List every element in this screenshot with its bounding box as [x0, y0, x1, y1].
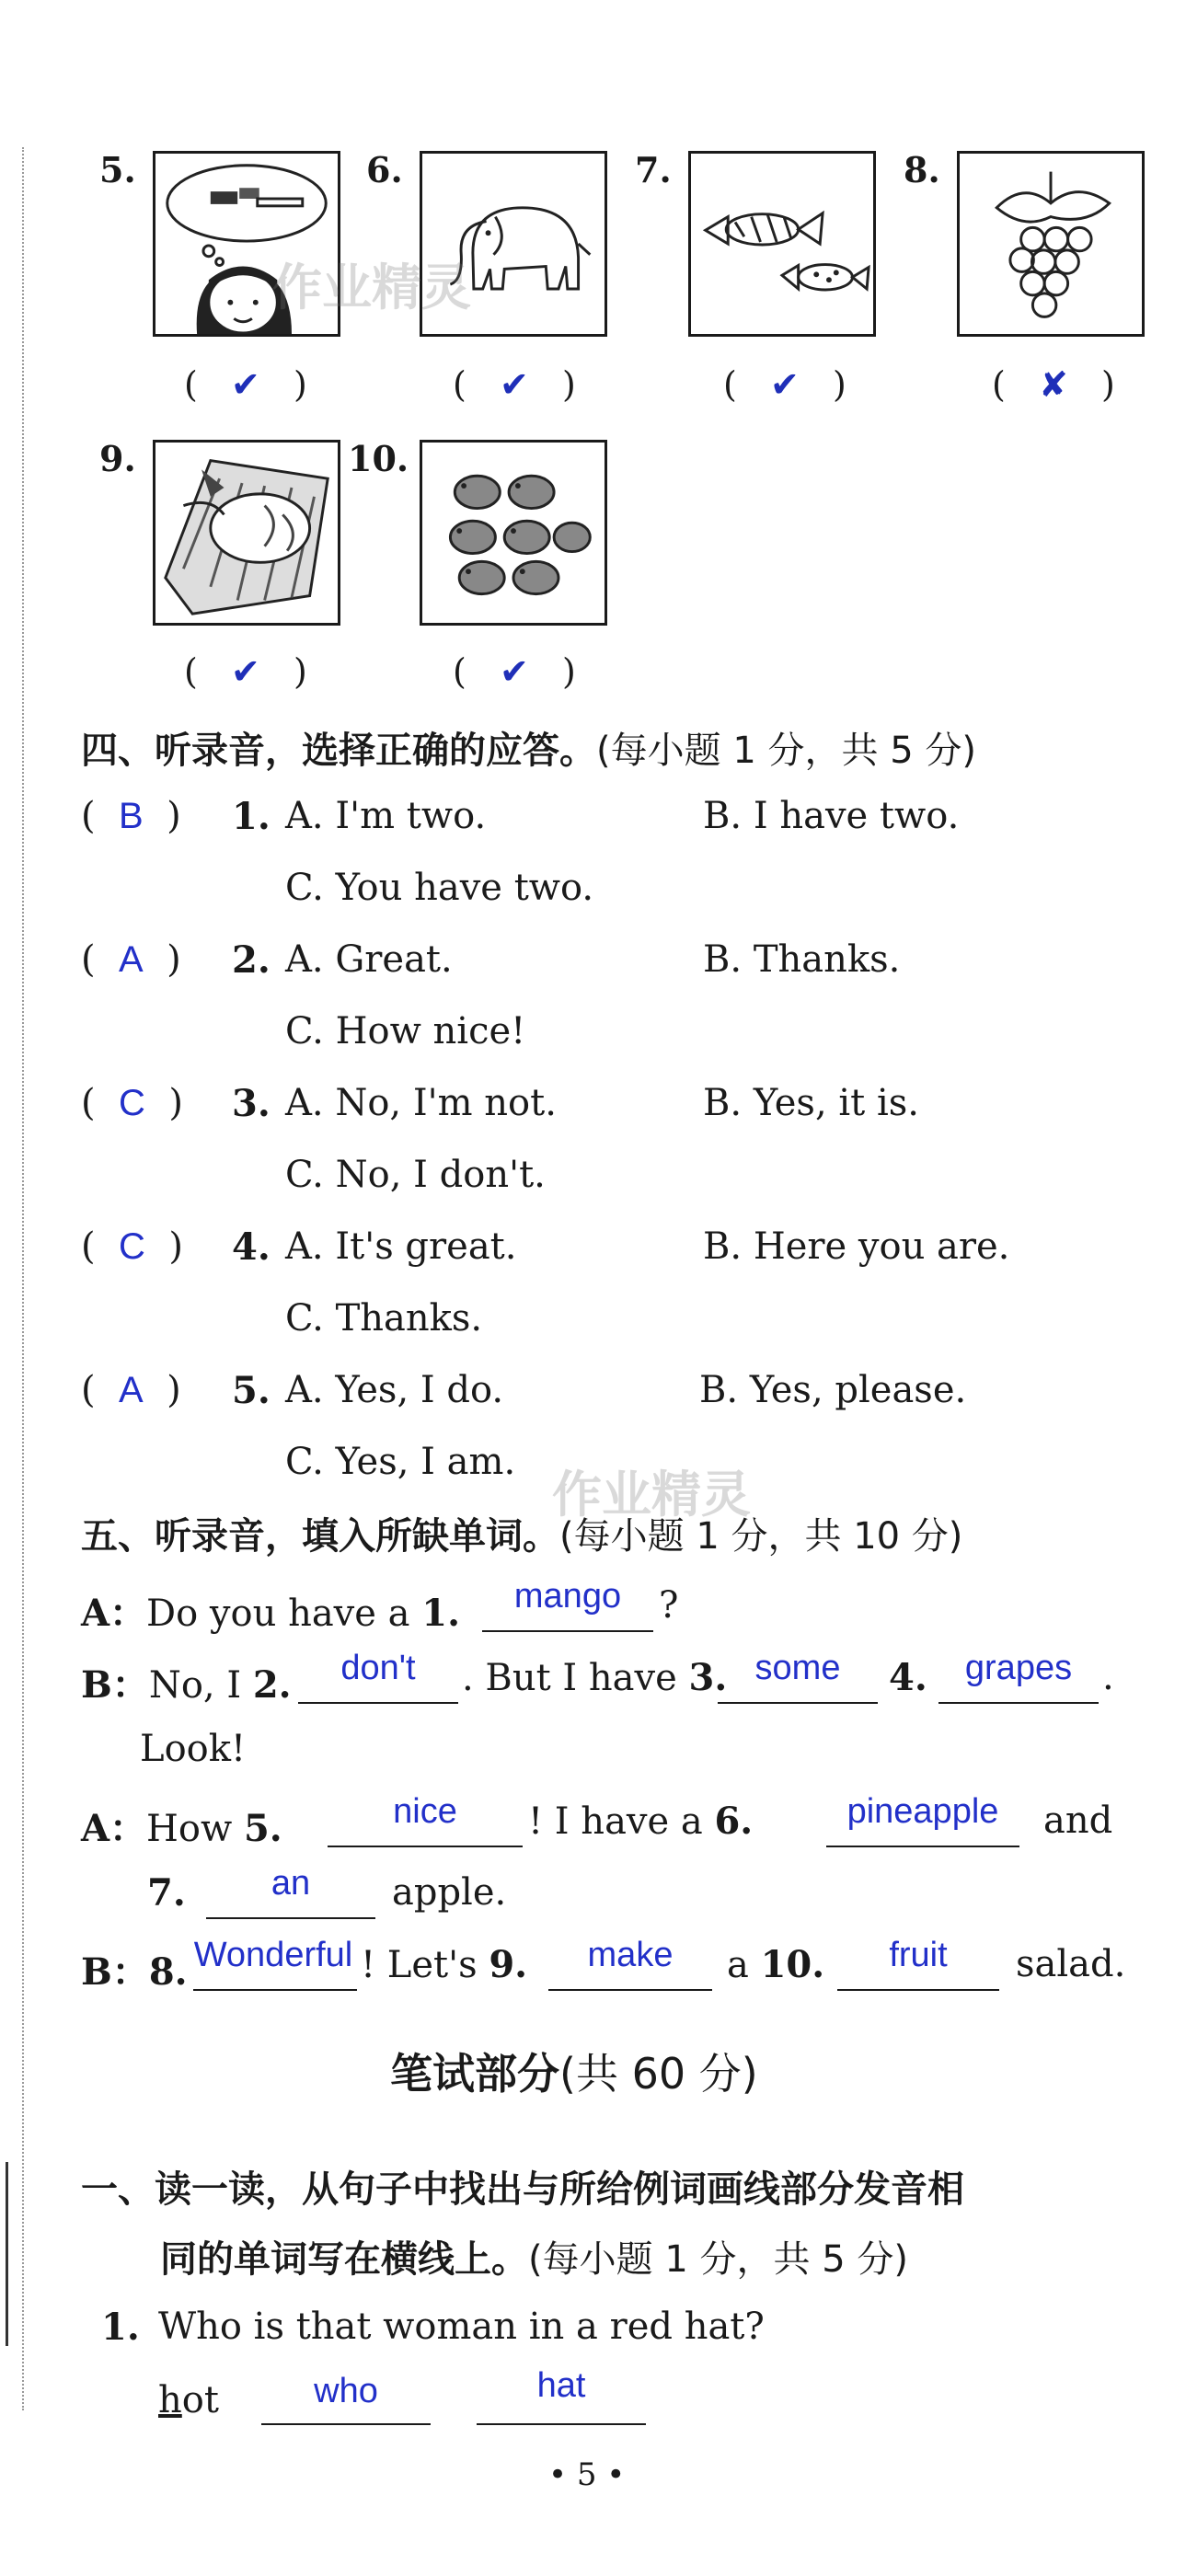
- check-mark: ✔: [499, 651, 529, 692]
- fill-answer: an: [271, 1864, 311, 1903]
- fill-answer: don't: [340, 1649, 416, 1687]
- dialogue-text: and: [1043, 1800, 1113, 1842]
- fill-answer: some: [754, 1649, 841, 1687]
- dialogue-text: Look!: [140, 1728, 247, 1770]
- section-note: (每小题 1 分，共 5 分): [596, 730, 976, 772]
- option-a: A. Yes, I do.: [285, 1369, 504, 1411]
- answer-paren: ( ✘ ): [992, 364, 1115, 405]
- cross-mark: ✘: [1038, 364, 1068, 405]
- question-text: Who is that woman in a red hat?: [158, 2306, 765, 2348]
- fill-answer: nice: [393, 1792, 457, 1831]
- blank-number: 7.: [147, 1871, 186, 1915]
- option-b: B. Here you are.: [703, 1225, 1010, 1268]
- grapes-icon: [957, 151, 1145, 337]
- blank-line: [328, 1846, 523, 1847]
- picture-number: 9.: [99, 438, 136, 479]
- option-c: C. Yes, I am.: [285, 1441, 516, 1483]
- option-a: A. I'm two.: [285, 795, 487, 837]
- choice-answer: ( C ): [81, 1225, 183, 1268]
- blank-line: [718, 1702, 878, 1704]
- blank-line: [938, 1702, 1099, 1704]
- fill-answer: who: [314, 2372, 378, 2410]
- underlined-letter: h: [158, 2379, 182, 2421]
- check-mark: ✔: [769, 364, 800, 405]
- question-heading: 一、读一读，从句子中找出与所给例词画线部分发音相: [81, 2168, 964, 2211]
- blank-line: [826, 1846, 1019, 1847]
- blank-line: [193, 1989, 357, 1991]
- section-title: 五、听录音，填入所缺单词。: [81, 1515, 559, 1558]
- cat-on-cushion-icon: [153, 440, 340, 626]
- section-heading: [81, 721, 976, 774]
- blank-line: [298, 1702, 458, 1704]
- page-number: • 5 •: [548, 2456, 626, 2493]
- check-mark: ✔: [499, 364, 529, 405]
- option-a: A. Great.: [285, 938, 453, 981]
- punctuation: ?: [659, 1584, 679, 1627]
- dialogue-line: A：How 5.: [81, 1807, 282, 1850]
- question-number: 1.: [232, 795, 271, 838]
- picture-number: 8.: [904, 149, 940, 190]
- dialogue-text: . But I have 3.: [462, 1656, 728, 1699]
- fill-answer: grapes: [964, 1649, 1073, 1687]
- fill-answer: fruit: [889, 1936, 948, 1974]
- answer-paren: ( ✔ ): [453, 364, 576, 405]
- option-c: C. No, I don't.: [285, 1154, 546, 1196]
- choice-answer: ( B ): [81, 795, 181, 837]
- fill-answer: Wonderful: [193, 1936, 353, 1974]
- fill-answer: make: [587, 1936, 674, 1974]
- question-number: 2.: [232, 938, 271, 982]
- picture-number: 10.: [348, 438, 409, 479]
- answer-paren: ( ✔ ): [184, 364, 307, 405]
- watermark-logo: 作业精灵: [272, 259, 471, 316]
- question-number: 4.: [232, 1225, 271, 1269]
- option-c: C. Thanks.: [285, 1297, 483, 1340]
- part-heading: [390, 2041, 758, 2101]
- fill-answer: mango: [513, 1577, 622, 1616]
- candy-icon: [688, 151, 876, 337]
- dialogue-line: A：Do you have a 1.: [81, 1592, 460, 1635]
- picture-number: 7.: [635, 149, 672, 190]
- choice-answer: ( A ): [81, 1369, 181, 1411]
- blank-line: [837, 1989, 999, 1991]
- blank-line: [261, 2423, 431, 2425]
- blank-number: 4.: [889, 1656, 927, 1699]
- blank-line: [206, 1917, 375, 1919]
- option-b: B. Yes, it is.: [703, 1082, 919, 1124]
- option-b: B. Yes, please.: [699, 1369, 967, 1411]
- dialogue-text: a 10.: [727, 1943, 825, 1986]
- dialogue-line: B：8.: [81, 1950, 188, 1994]
- blank-line: [482, 1630, 653, 1632]
- dialogue-text: ! Let's 9.: [361, 1943, 528, 1986]
- punctuation: .: [1102, 1656, 1114, 1698]
- dialogue-text: ! I have a 6.: [528, 1800, 754, 1843]
- part-note: (共 60 分): [559, 2049, 758, 2099]
- question-number: 3.: [232, 1082, 271, 1125]
- margin-bar: [0, 2162, 8, 2346]
- option-a: A. It's great.: [285, 1225, 517, 1268]
- margin-guide: [22, 147, 24, 2410]
- check-mark: ✔: [230, 364, 260, 405]
- section-title: 四、听录音，选择正确的应答。: [81, 730, 596, 772]
- blank-line: [548, 1989, 712, 1991]
- example-word: hot: [158, 2379, 219, 2421]
- check-mark: ✔: [230, 651, 260, 692]
- option-b: B. Thanks.: [703, 938, 901, 981]
- dialogue-text: salad.: [1016, 1943, 1126, 1985]
- choice-answer: ( A ): [81, 938, 181, 981]
- answer-paren: ( ✔ ): [723, 364, 846, 405]
- option-a: A. No, I'm not.: [285, 1082, 557, 1124]
- choice-answer: ( C ): [81, 1082, 183, 1124]
- fill-answer: hat: [536, 2366, 586, 2405]
- question-number: 1.: [101, 2306, 140, 2349]
- answer-paren: ( ✔ ): [453, 651, 576, 692]
- picture-number: 6.: [366, 149, 403, 190]
- picture-number: 5.: [99, 149, 136, 190]
- answer-paren: ( ✔ ): [184, 651, 307, 692]
- question-number: 5.: [232, 1369, 271, 1412]
- option-c: C. How nice!: [285, 1010, 526, 1052]
- section-note: (每小题 1 分，共 10 分): [559, 1515, 963, 1558]
- fill-answer: pineapple: [846, 1792, 999, 1831]
- question-heading-cont: 同的单词写在横线上。(每小题 1 分，共 5 分): [160, 2238, 908, 2281]
- birds-icon: [420, 440, 607, 626]
- watermark-logo: 作业精灵: [552, 1466, 751, 1524]
- part-title: 笔试部分: [390, 2049, 559, 2099]
- option-c: C. You have two.: [285, 867, 594, 909]
- blank-line: [477, 2423, 646, 2425]
- section-heading: [81, 1507, 962, 1559]
- dialogue-line: B：No, I 2.: [81, 1663, 292, 1707]
- dialogue-text: apple.: [392, 1871, 507, 1914]
- option-b: B. I have two.: [703, 795, 960, 837]
